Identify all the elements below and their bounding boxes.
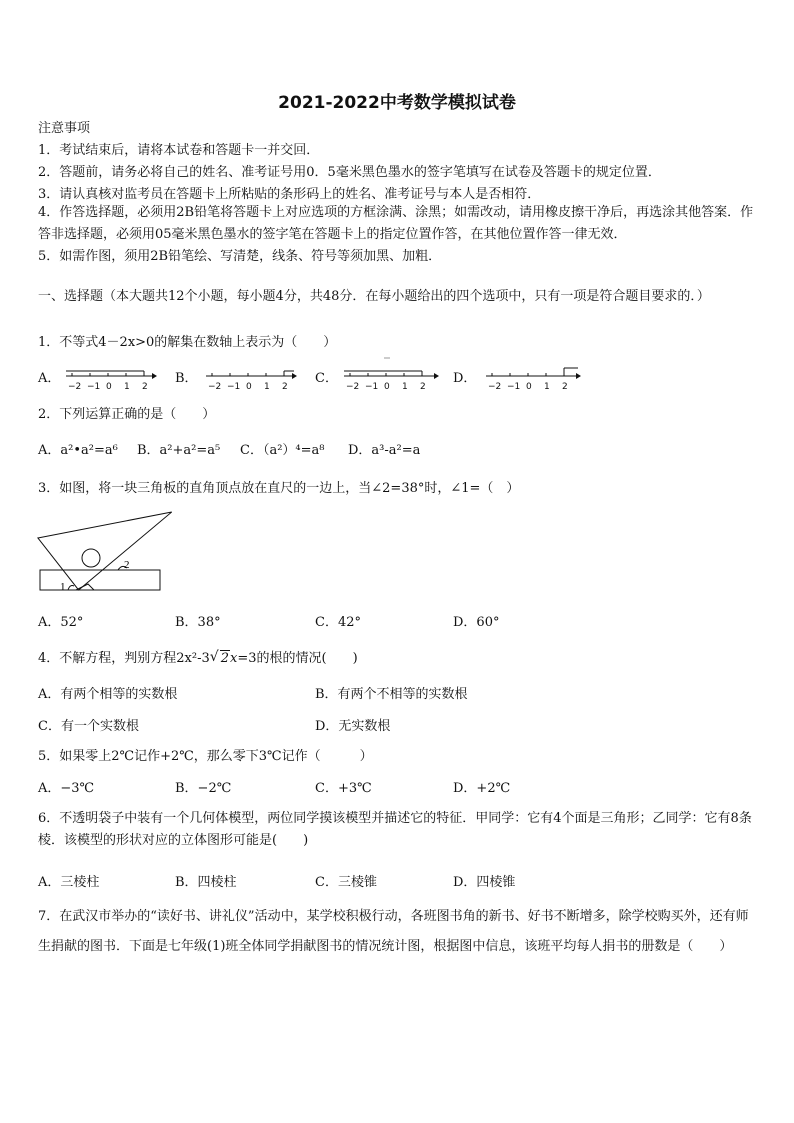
- notice-item-5: 5．如需作图，须用2B铅笔绘、写清楚，线条、符号等须加黑、加粗．: [38, 249, 442, 264]
- ruler-shape: [40, 570, 160, 590]
- q1-number-line-a: [62, 362, 158, 396]
- q1-a-tick-5: 2: [142, 382, 148, 392]
- q2-option-a: A．a²•a²=a⁶: [38, 443, 118, 458]
- q1-option-d-label: D．: [453, 371, 477, 386]
- q6-option-a: A．三棱柱: [38, 875, 100, 890]
- q4-option-a: A．有两个相等的实数根: [38, 687, 178, 702]
- q6-stem: 6．不透明袋子中装有一个几何体模型，两位同学摸该模型并描述它的特征．甲同学：它有4个面是三角形；乙同学：它有8条棱．该模型的形状对应的立体图形可能是( ): [38, 811, 752, 848]
- q1-d-tick-4: 1: [544, 382, 550, 392]
- notice-item-1: 1．考试结束后，请将本试卷和答题卡一并交回．: [38, 143, 320, 158]
- q1-b-tick-2: −1: [227, 382, 241, 392]
- q7-stem: 7．在武汉市举办的“读好书、讲礼仪”活动中，某学校积极行动，各班图书角的新书、好书不断增多，除学校购买外，还有师生捐献的图书．下面是七年级(1)班全体同学捐献图书的情况统计图，根据图中信息，该班平均每人捐书的册数是（ ）: [38, 909, 749, 954]
- section-heading: 一、选择题（本大题共12个小题，每小题4分，共48分．在每小题给出的四个选项中，只有一项是符合题目要求的．）: [38, 289, 710, 304]
- notice-item-3: 3．请认真核对监考员在答题卡上所粘贴的条形码上的姓名、准考证号与本人是否相符．: [38, 187, 541, 202]
- q1-b-tick-5: 2: [282, 382, 288, 392]
- angle-2-label: 2: [124, 559, 130, 571]
- notice-item-4: 4．作答选择题，必须用2B铅笔将答题卡上对应选项的方框涂满、涂黑；如需改动，请用橡皮擦干净后，再选涂其他答案．作答非选择题，必须用05毫米黑色墨水的签字笔在答题卡上的指定位置作答，在其他位置作答一律无效．: [38, 205, 754, 242]
- q1-stem: 1．不等式4－2x>0的解集在数轴上表示为（ ）: [38, 335, 337, 350]
- q6-option-b: B．四棱柱: [175, 875, 237, 890]
- q1-b-tick-3: 0: [246, 382, 252, 392]
- q6-option-c: C．三棱锥: [315, 875, 377, 890]
- q1-number-line-b: [202, 362, 298, 396]
- q4-sqrt: [212, 650, 230, 668]
- q1-a-tick-2: −1: [87, 382, 101, 392]
- q4-stem: [38, 650, 358, 668]
- q3-option-a: A．52°: [38, 615, 84, 630]
- notice-item-2: 2．答题前，请务必将自己的姓名、准考证号用0．5毫米黑色墨水的签字笔填写在试卷及答题卡的规定位置．: [38, 165, 661, 180]
- q4-option-d: D．无实数根: [315, 719, 391, 734]
- q2-option-c: C．（a²）⁴=a⁸: [240, 443, 325, 458]
- q3-stem: 3．如图，将一块三角板的直角顶点放在直尺的一边上，当∠2=38°时，∠1=（ ）: [38, 481, 520, 496]
- q2-option-d: D．a³-a²=a: [348, 443, 421, 458]
- q1-c-tick-2: −1: [365, 382, 379, 392]
- q1-option-a-label: A．: [38, 371, 61, 386]
- q1-option-b-label: B．: [175, 371, 198, 386]
- angle-1-label: 1: [60, 581, 66, 593]
- q1-b-tick-1: −2: [208, 382, 222, 392]
- page-title: 2021-2022中考数学模拟试卷: [278, 93, 516, 113]
- q5-option-d: D．+2℃: [453, 781, 511, 796]
- q1-a-tick-4: 1: [124, 382, 130, 392]
- q5-stem: 5．如果零上2℃记作+2℃，那么零下3℃记作（ ）: [38, 749, 373, 764]
- q4-stem-post: =3的根的情况( ): [237, 651, 358, 666]
- q1-d-tick-5: 2: [562, 382, 568, 392]
- q1-b-tick-4: 1: [264, 382, 270, 392]
- triangle-board-shape: [38, 512, 172, 590]
- q1-d-tick-2: −1: [507, 382, 521, 392]
- q6-option-d: D．四棱锥: [453, 875, 516, 890]
- q1-c-tick-3: 0: [384, 382, 390, 392]
- q1-a-tick-1: −2: [68, 382, 82, 392]
- q1-d-tick-3: 0: [526, 382, 532, 392]
- q4-option-c: C．有一个实数根: [38, 719, 139, 734]
- q1-c-tick-4: 1: [402, 382, 408, 392]
- q5-option-b: B．−2℃: [175, 781, 232, 796]
- q2-option-b: B．a²+a²=a⁵: [137, 443, 221, 458]
- q1-c-tick-5: 2: [420, 382, 426, 392]
- q4-stem-var: x: [230, 651, 238, 666]
- q1-c-tick-1: −2: [346, 382, 360, 392]
- q5-option-c: C．+3℃: [315, 781, 372, 796]
- triangle-hole-shape: [82, 549, 100, 567]
- q1-a-tick-3: 0: [106, 382, 112, 392]
- notice-heading: 注意事项: [38, 121, 91, 136]
- q1-d-tick-1: −2: [488, 382, 502, 392]
- q5-option-a: A．−3℃: [38, 781, 95, 796]
- q3-option-d: D．60°: [453, 615, 500, 630]
- q4-stem-pre: 4．不解方程，判别方程2x²-3: [38, 651, 210, 666]
- q1-number-line-d: [482, 356, 582, 396]
- q1-option-c-label: C．: [315, 371, 338, 386]
- q1-number-line-c: [340, 356, 440, 396]
- angle-1-arc: [68, 586, 74, 591]
- q3-figure-triangle-ruler: [36, 508, 172, 596]
- q2-stem: 2．下列运算正确的是（ ）: [38, 407, 216, 422]
- q4-sqrt-radicand: 2: [220, 651, 230, 666]
- q4-option-b: B．有两个不相等的实数根: [315, 687, 468, 702]
- q3-option-c: C．42°: [315, 615, 361, 630]
- q3-option-b: B．38°: [175, 615, 221, 630]
